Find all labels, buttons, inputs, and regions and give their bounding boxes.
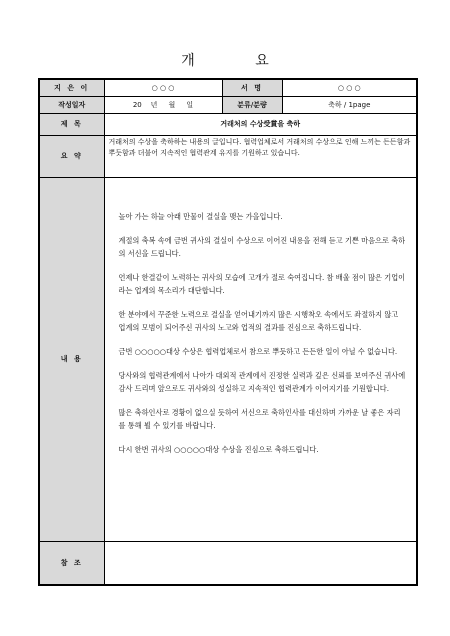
category-label: 분류/분량 bbox=[222, 96, 282, 113]
signature-label: 서 명 bbox=[222, 79, 282, 96]
content-paragraph: 많은 축하인사로 경황이 없으실 듯하여 서신으로 축하인사를 대신하며 가까운 날 좋은 자리를 통해 뵐 수 있기를 바랍니다. bbox=[118, 407, 401, 430]
content-paragraph: 한 분야에서 꾸준한 노력으로 결실을 얻어내기까지 많은 시행착오 속에서도 좌절하지 않고 업계의 모범이 되어주신 귀사의 노고와 업적의 결과를 진심으로 축하드립니다. bbox=[118, 309, 399, 332]
summary-value: 거래처의 수상을 축하하는 내용의 글입니다. 협력업체로서 거래처의 수상으로 인해 느끼는 든든함과 뿌듯함과 더불어 지속적인 협력관계 유지를 기원하고 있습니다. bbox=[104, 135, 417, 177]
content-paragraph: 계절의 축복 속에 금번 귀사의 결실이 수상으로 이어진 내용을 전해 듣고 기쁜 마음으로 축하의 서신을 드립니다. bbox=[118, 235, 406, 258]
author-value: ○ ○ ○ bbox=[104, 79, 222, 96]
category-value: 축하 / 1page bbox=[282, 96, 417, 113]
date-label: 작성일자 bbox=[39, 96, 104, 113]
date-value: 20 년 월 일 bbox=[104, 96, 222, 113]
content-body bbox=[104, 177, 417, 541]
summary-label: 요 약 bbox=[39, 135, 104, 177]
subject-label: 제 목 bbox=[39, 113, 104, 135]
content-paragraph: 다시 한번 귀사의 ○○○○○대상 수상을 진심으로 축하드립니다. bbox=[118, 444, 319, 454]
signature-value: ○ ○ ○ bbox=[282, 79, 417, 96]
content-paragraph: 높아 가는 하늘 아래 만물이 결실을 맺는 가을입니다. bbox=[118, 211, 283, 221]
reference-label: 참 조 bbox=[39, 541, 104, 585]
content-paragraph: 당사와의 협력관계에서 나아가 대외적 관계에서 진정한 실력과 깊은 신뢰를 보여주신 귀사에 감사 드리며 앞으로도 귀사와의 성실하고 지속적인 협력관계가 이어지기를 기원합니다. bbox=[118, 370, 406, 393]
page-title: 개 요 bbox=[181, 53, 297, 69]
reference-value bbox=[104, 541, 417, 585]
summary-form-table bbox=[38, 78, 418, 586]
author-label: 지 은 이 bbox=[39, 79, 104, 96]
subject-value: 거래처의 수상受賞을 축하 bbox=[104, 113, 417, 135]
content-label: 내 용 bbox=[39, 177, 104, 541]
content-paragraph: 금번 ○○○○○대상 수상은 협력업체로서 참으로 뿌듯하고 든든한 일이 아닐 수 없습니다. bbox=[118, 346, 398, 356]
content-paragraph: 언제나 한결같이 노력하는 귀사의 모습에 고개가 절로 숙여집니다. 참 배울 점이 많은 기업이라는 업계의 목소리가 대단합니다. bbox=[118, 272, 406, 295]
